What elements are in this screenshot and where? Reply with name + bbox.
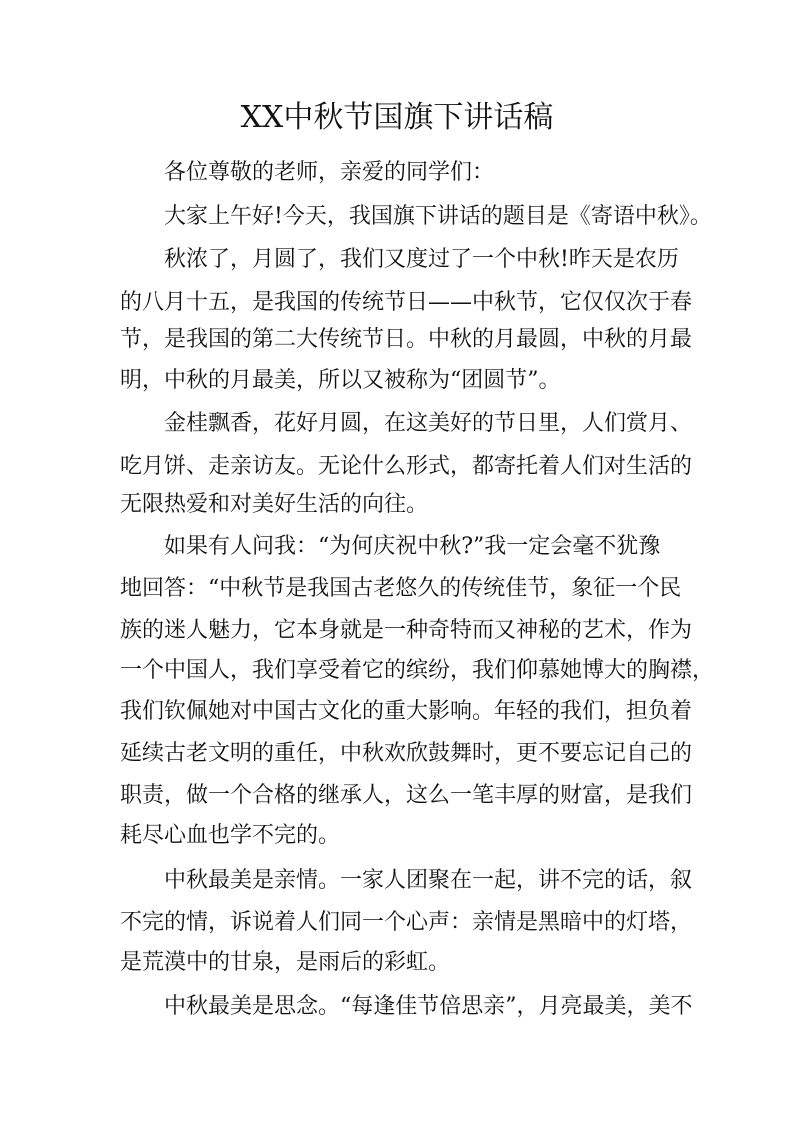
body-line: 我们钦佩她对中国古文化的重大影响。年轻的我们，担负着 (120, 699, 693, 724)
body-line: 如果有人问我：“为何庆祝中秋?”我一定会毫不犹豫 (164, 534, 661, 559)
body-line: 是荒漠中的甘泉，是雨后的彩虹。 (120, 950, 451, 975)
body-line: 秋浓了，月圆了，我们又度过了一个中秋!昨天是农历 (164, 247, 679, 272)
body-line: 地回答：“中秋节是我国古老悠久的传统佳节，象征一个民 (120, 576, 682, 601)
body-line: 中秋最美是亲情。一家人团聚在一起，讲不完的话，叙 (164, 868, 693, 893)
body-line: 的八月十五，是我国的传统节日——中秋节，它仅仅次于春 (120, 290, 693, 315)
body-line: 不完的情，诉说着人们同一个心声：亲情是黑暗中的灯塔， (120, 910, 693, 935)
body-line: 节，是我国的第二大传统节日。中秋的月最圆，中秋的月最 (120, 327, 693, 352)
body-line: 大家上午好!今天，我国旗下讲话的题目是《寄语中秋》。 (164, 204, 712, 229)
greeting-line: 各位尊敬的老师，亲爱的同学们： (164, 160, 495, 185)
body-line: 职责，做一个合格的继承人，这么一笔丰厚的财富，是我们 (120, 783, 693, 808)
body-line: 一个中国人，我们享受着它的缤纷，我们仰慕她博大的胸襟， (120, 658, 715, 683)
body-line: 无限热爱和对美好生活的向往。 (120, 492, 429, 517)
body-line: 中秋最美是思念。“每逢佳节倍思亲”，月亮最美，美不 (164, 994, 693, 1019)
body-line: 耗尽心血也学不完的。 (120, 823, 341, 848)
body-line: 金桂飘香，花好月圆，在这美好的节日里，人们赏月、 (164, 411, 693, 436)
body-line: 族的迷人魅力，它本身就是一种奇特而又神秘的艺术，作为 (120, 618, 693, 643)
body-line: 吃月饼、走亲访友。无论什么形式，都寄托着人们对生活的 (120, 454, 693, 479)
page-title: XX中秋节国旗下讲话稿 (240, 100, 554, 135)
body-line: 延续古老文明的重任，中秋欢欣鼓舞时，更不要忘记自己的 (120, 741, 693, 766)
body-line: 明，中秋的月最美，所以又被称为“团圆节”。 (120, 368, 561, 393)
